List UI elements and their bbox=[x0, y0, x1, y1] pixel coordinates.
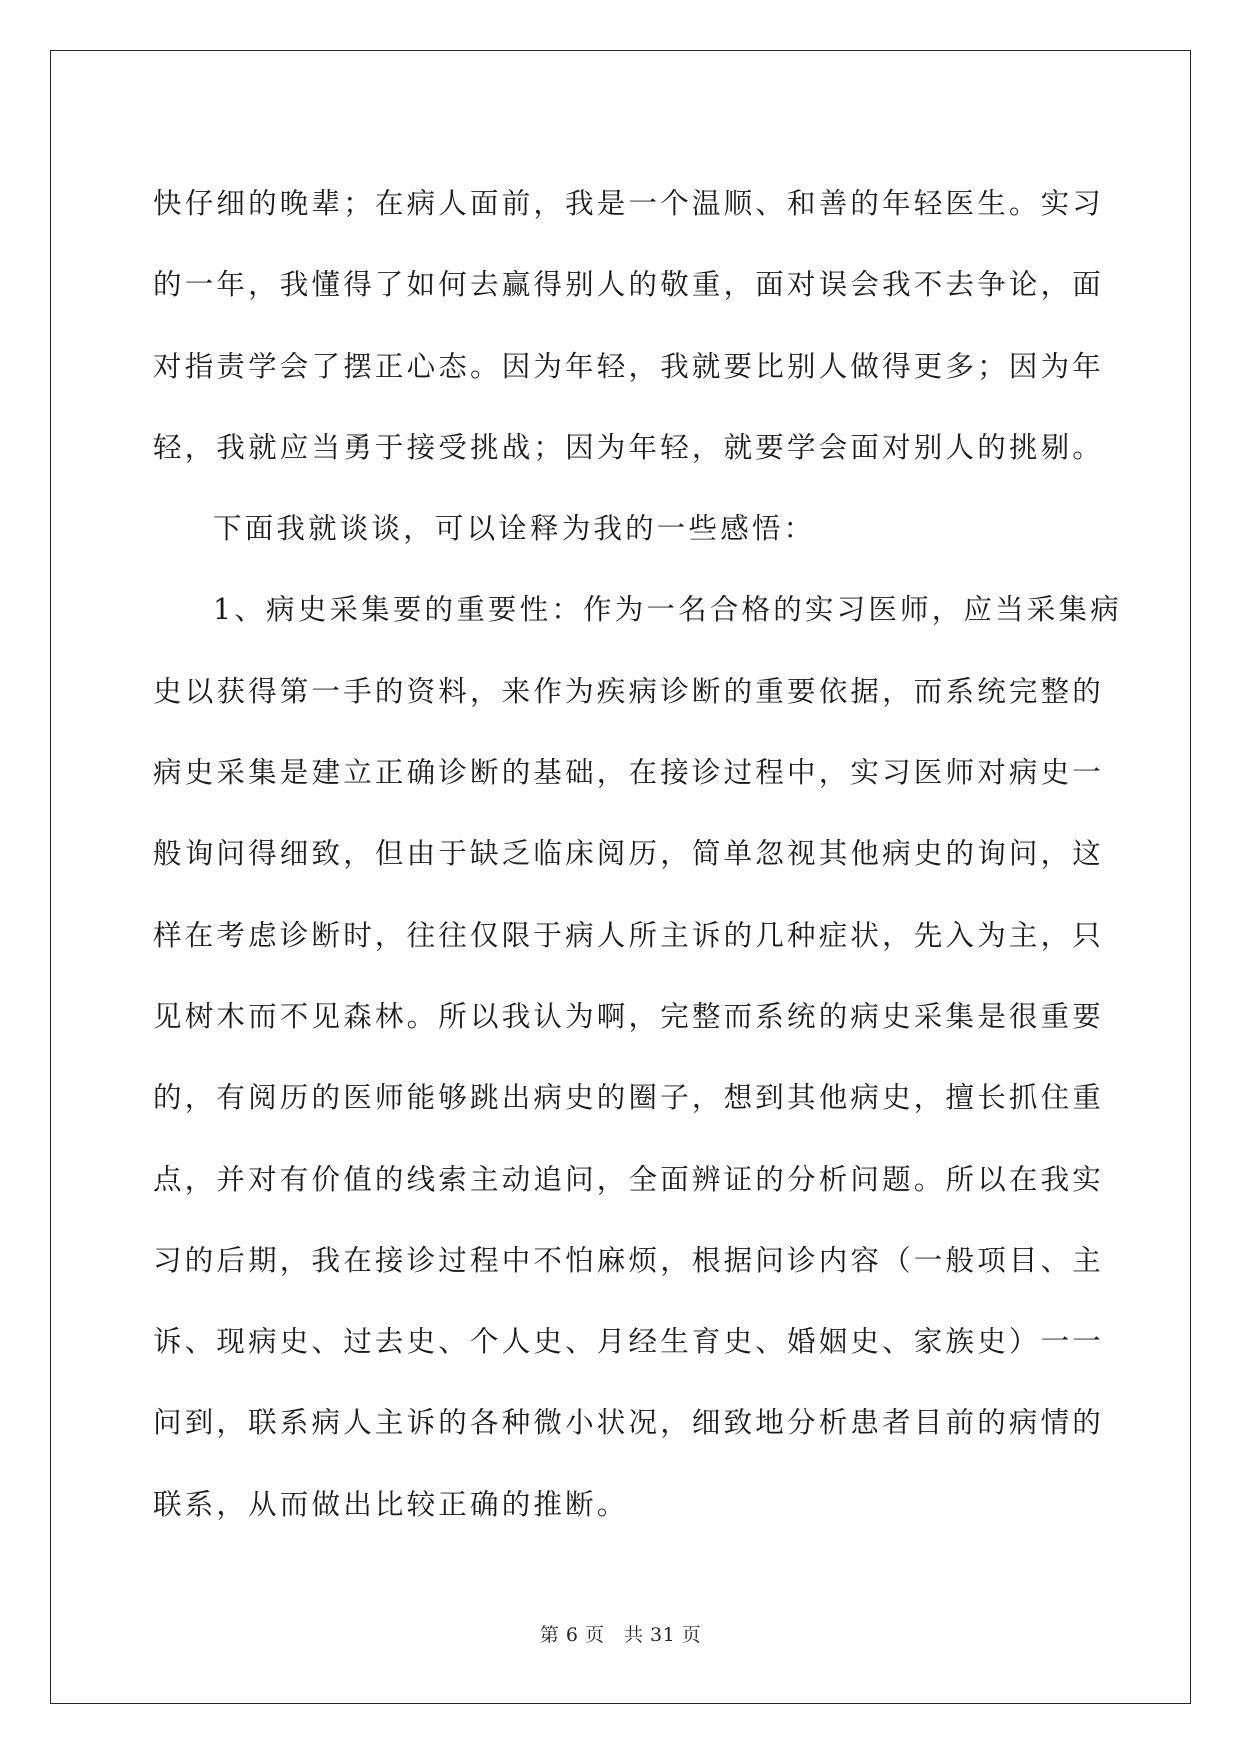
text-line: 见树木而不见森林。所以我认为啊，完整而系统的病史采集是很重要 bbox=[153, 999, 1105, 1033]
text-line: 联系，从而做出比较正确的推断。 bbox=[153, 1487, 629, 1521]
document-body bbox=[153, 163, 1122, 1545]
text-line: 快仔细的晚辈；在病人面前，我是一个温顺、和善的年轻医生。实习 bbox=[153, 187, 1105, 220]
text-line: 样在考虑诊断时，往往仅限于病人所主诉的几种症状，先入为主，只 bbox=[153, 918, 1105, 952]
text-line: 般询问得细致，但由于缺乏临床阅历，简单忽视其他病史的询问，这 bbox=[153, 837, 1105, 871]
text-line: 轻，我就应当勇于接受挑战；因为年轻，就要学会面对别人的挑剔。 bbox=[153, 430, 1105, 464]
text-line: 点，并对有价值的线索主动追问，全面辨证的分析问题。所以在我实 bbox=[153, 1162, 1105, 1196]
text-line: 史以获得第一手的资料，来作为疾病诊断的重要依据，而系统完整的 bbox=[153, 674, 1105, 708]
text-line: 的，有阅历的医师能够跳出病史的圈子，想到其他病史，擅长抓住重 bbox=[153, 1081, 1105, 1115]
paragraph-start-line: 下面我就谈谈，可以诠释为我的一些感悟： bbox=[213, 512, 816, 546]
text-line: 对指责学会了摆正心态。因为年轻，我就要比别人做得更多；因为年 bbox=[153, 349, 1105, 383]
text-line: 病史采集是建立正确诊断的基础，在接诊过程中，实习医师对病史一 bbox=[153, 756, 1105, 790]
paragraph-start-line: 1、病史采集要的重要性：作为一名合格的实习医师，应当采集病 bbox=[213, 593, 1122, 627]
text-line: 的一年，我懂得了如何去赢得别人的敬重，面对误会我不去争论，面 bbox=[153, 268, 1105, 302]
page-number-footer: 第 6 页 共 31 页 bbox=[539, 1624, 702, 1646]
text-line: 习的后期，我在接诊过程中不怕麻烦，根据问诊内容（一般项目、主 bbox=[153, 1243, 1105, 1277]
text-line: 诉、现病史、过去史、个人史、月经生育史、婚姻史、家族史）一一 bbox=[153, 1325, 1105, 1359]
text-line: 问到，联系病人主诉的各种微小状况，细致地分析患者目前的病情的 bbox=[153, 1406, 1105, 1440]
